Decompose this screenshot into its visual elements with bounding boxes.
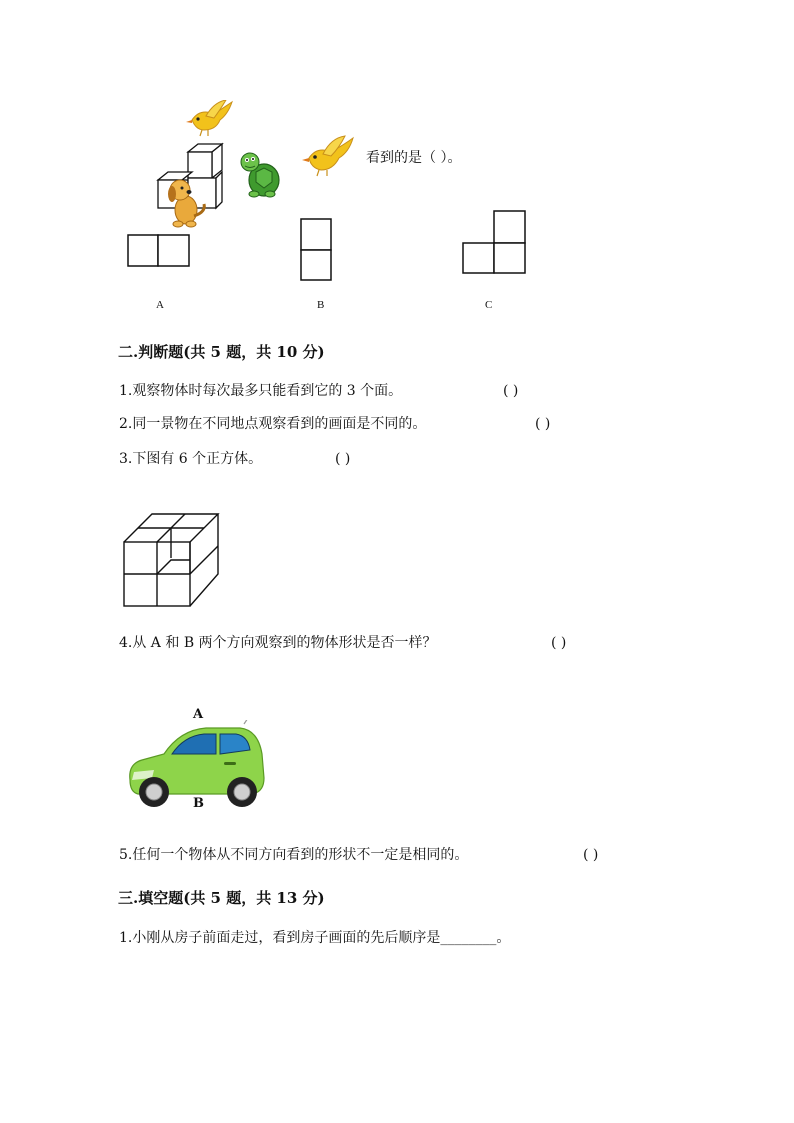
six-cubes-figure: [122, 510, 224, 610]
dog-illustration: [164, 176, 208, 228]
judgement-question-1: 1.观察物体时每次最多只能看到它的 3 个面。: [119, 383, 403, 399]
section-three-title: 三.填空题(共 5 题，共 13 分): [118, 889, 325, 907]
answer-paren-4: ( ): [551, 635, 567, 651]
intro-question-text: 看到的是（ ）。: [366, 150, 462, 166]
option-b-label: B: [317, 299, 325, 311]
answer-paren-3: ( ): [335, 451, 351, 467]
turtle-illustration: [238, 150, 282, 200]
answer-paren-2: ( ): [535, 416, 551, 432]
bird-right-illustration: [301, 134, 357, 178]
bird-top-illustration: [186, 100, 236, 138]
judgement-question-3: 3.下图有 6 个正方体。: [119, 451, 263, 467]
judgement-question-4: 4.从 A 和 B 两个方向观察到的物体形状是否一样？: [119, 635, 437, 651]
option-a-shape: [127, 233, 191, 269]
car-label-a: A: [193, 707, 204, 722]
judgement-question-2: 2.同一景物在不同地点观察看到的画面是不同的。: [119, 416, 427, 432]
option-c-label: C: [485, 299, 493, 311]
car-label-b: B: [193, 796, 204, 811]
answer-paren-1: ( ): [503, 383, 519, 399]
option-a-label: A: [156, 299, 164, 311]
option-b-shape: [299, 218, 335, 282]
option-c-shape: [462, 210, 528, 276]
fill-question-1: 1.小刚从房子前面走过，看到房子画面的先后顺序是________。: [119, 930, 511, 946]
judgement-question-5: 5.任何一个物体从不同方向看到的形状不一定是相同的。: [119, 847, 469, 863]
section-two-title: 二.判断题(共 5 题，共 10 分): [118, 343, 325, 361]
answer-paren-5: ( ): [583, 847, 599, 863]
